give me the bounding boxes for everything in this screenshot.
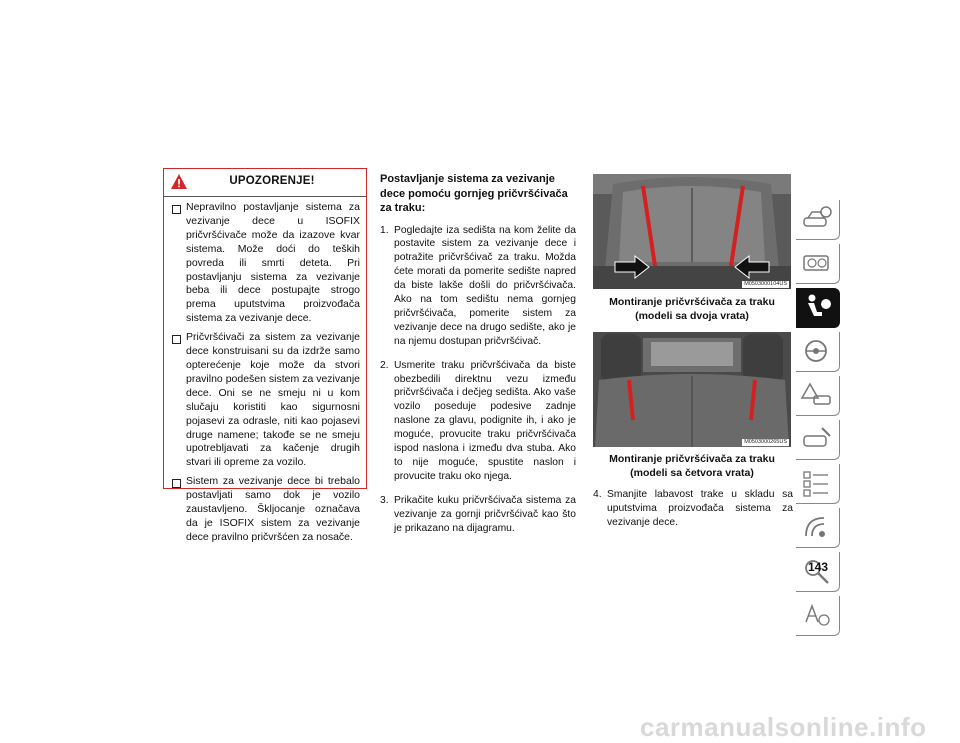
checkbox-icon: [172, 335, 181, 344]
warning-box: [163, 168, 367, 543]
tab-multimedia[interactable]: [796, 508, 840, 548]
step-text: Pogledajte iza sedišta na kom želite da postavite sistem za vezivanje dece i potražite pričvršćivač za traku. Možda ćete morati da pomerite sedište napred da biste lakše došli do pričvršćivača. Ako na tom sedištu nema gornjeg pričvršćivača, pomerite sistem za vezivanje dece na drugo sedište, ako je na njemu dostupan pričvršćivač.: [394, 224, 576, 347]
tether-anchor-photo-two-door: [593, 174, 791, 289]
figure-caption: Montiranje pričvršćivača za traku (modeli sa četvora vrata): [609, 453, 775, 479]
tab-driving[interactable]: [796, 332, 840, 372]
tab-specifications[interactable]: [796, 464, 840, 504]
figure-caption: Montiranje pričvršćivača za traku (modeli sa dvoja vrata): [609, 296, 775, 322]
step-text: Usmerite traku pričvršćivača da biste obezbedili direktnu vezu između pričvršćivača i dečjeg sedišta. Ako vaše vozilo poseduje podesive zadnje naslone za glavu, podignite ih, i ako je moguće, provucite traku pričvršćivača ispod naslona i između dva stuba. Ako to nije moguće, spustite naslon i provucite traku oko njega.: [394, 359, 576, 482]
step-number: 1.: [380, 224, 389, 236]
tab-emergency[interactable]: [796, 376, 840, 416]
step-number: 2.: [380, 359, 389, 371]
tab-service[interactable]: [796, 420, 840, 460]
step-text: Smanjite labavost trake u skladu sa uputstvima proizvođača sistema za vezivanje dece.: [607, 489, 793, 528]
service-car-icon: [800, 424, 834, 454]
procedure-heading: Postavljanje sistema za vezivanje dece pomoću gornjeg pričvršćivača za traku:: [380, 173, 568, 214]
warning-item-text: Pričvršćivači za sistem za vezivanje dece konstruisani su da izdrže samo opterećenje koje može da stvori pravilno podešen sistem za vezivanje dece. Oni se ne smeju ni u kom slučaju koristiti kao sigurnosni pojasevi za odrasle, niti kao pojasevi druge namene; takođe se ne smeju upotrebljavati za kačenje drugih stvari ili opreme za vozilo.: [186, 331, 360, 469]
figure-id: M0503000104US: [744, 281, 787, 287]
language-icon: [800, 600, 834, 630]
tab-dashboard[interactable]: [796, 244, 840, 284]
procedure-step: [593, 488, 793, 530]
warning-car-icon: [800, 380, 834, 410]
car-info-icon: [800, 204, 834, 234]
procedure-step: [380, 359, 576, 484]
tether-anchor-photo-four-door: [593, 332, 791, 447]
rear-seat-illustration: [593, 332, 791, 447]
warning-title: UPOZORENJE!: [229, 175, 315, 187]
figure-id: M0503000265US: [744, 439, 787, 445]
procedure-column: [380, 172, 576, 546]
tab-language[interactable]: [796, 596, 840, 636]
step-text: Prikačite kuku pričvršćivača sistema za vezivanje za gornji pričvršćivač kao što je prikazano na dijagramu.: [394, 494, 576, 534]
step-number: 3.: [380, 494, 389, 506]
tab-safety[interactable]: [796, 288, 840, 328]
warning-item: [172, 331, 360, 470]
checkbox-icon: [172, 479, 181, 488]
warning-header: [164, 169, 366, 197]
watermark: carmanualsonline.info: [640, 712, 927, 742]
steering-wheel-icon: [800, 336, 834, 366]
warning-item-text: Nepravilno postavljanje sistema za vezivanje dece u ISOFIX pričvršćivače može da izazove kvar sistema. Može doći do teških povreda ili smrti deteta. Pri postavljanju sistema za vezivanje beba ili dece postupajte strogo prema uputstvima proizvođača sistema za vezivanje dece.: [186, 201, 360, 325]
checkbox-icon: [172, 205, 181, 214]
page-number: 143: [807, 560, 828, 574]
step-number: 4.: [593, 489, 602, 500]
seatback-illustration: [593, 174, 791, 289]
multimedia-icon: [800, 512, 834, 542]
chapter-tabs: [796, 200, 840, 640]
warning-item: [172, 201, 360, 326]
procedure-step: [380, 494, 576, 536]
specifications-icon: [800, 468, 834, 498]
warning-item-text: Sistem za vezivanje dece bi trebalo postavljati samo dok je vozilo zaustavljeno. Škljocanje označava da je ISOFIX sistem za vezivanje dece pravilno pričvršćen za nosače.: [186, 475, 360, 543]
procedure-step: [380, 224, 576, 349]
airbag-safety-icon: [800, 292, 834, 322]
warning-item: [172, 475, 360, 545]
tab-car-info[interactable]: [796, 200, 840, 240]
dashboard-icon: [800, 248, 834, 278]
